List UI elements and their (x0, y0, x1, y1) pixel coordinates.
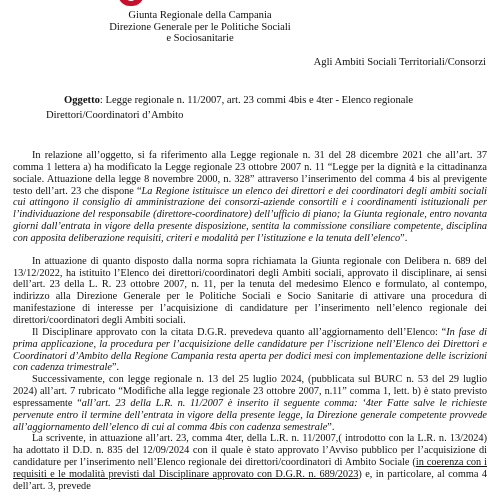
letterhead (50, 10, 350, 45)
p3-end: ”. (111, 362, 120, 374)
p5-text-b: ) e, in particolare, al comma 4 dell’art. 3, prevede (13, 468, 487, 492)
p5-underlined: in coerenza con i requisiti e le modalità previsti dal Disciplinare approvato con D.G.R. n. 689/2023 (13, 457, 488, 480)
paragraph-4 (13, 374, 487, 433)
subject-label: Oggetto (64, 95, 100, 106)
paragraph-2 (13, 256, 487, 327)
p5-text-a: La scrivente, in attuazione all’art. 23, comma 4ter, della L.R. n. 11/2007,( introdotto con la L.R. n. 13/2024) ha adottato il D.D. n. 835 del 12/09/2024 con il quale è stato approvato l’Avviso pubblico per l’acquisizione di candidature per l’inserimento nell’Elenco regionale dei direttori/coordinatori di Ambito Sociale ( (13, 433, 487, 469)
p1-end: ”. (400, 232, 408, 244)
paragraph-5 (13, 433, 487, 492)
paragraph-3 (13, 327, 487, 374)
p2-text: In attuazione di quanto disposto dalla norma sopra richiamata la Giunta regionale con Delibera n. 689 del 13/12/2022, ha istituito l’Elenco dei direttori/coordinatori degli Ambiti sociali, approvato il disciplinare, ai sensi dell’art. 23 della L. R. 23 ottobre 2007, n. 11, per la tenuta del medesimo Elenco e formulato, al contempo, indirizzo alla Direzione Generale per le Politiche Sociali e Socio Sanitarie di attivare una procedura di manifestazione di interesse per l’acquisizione di candidature per l’inserimento nell’elenco regionale dei direttori/coordinatori degli Ambiti sociali. (13, 255, 487, 326)
letter-body (13, 150, 487, 493)
subject-text-a: : Legge regionale n. 11/2007, art. 23 commi 4bis e 4ter - Elenco regionale (99, 95, 414, 106)
p4-end: ”. (327, 421, 335, 433)
letterhead-line-1: Giunta Regionale della Campania (128, 10, 272, 21)
p1-quote: La Regione istituisce un elenco dei direttori e dei coordinatori degli ambiti sociali cui attingono il consiglio di amministrazione dei consorzi-aziende consortili e i coordinamenti istituzionali per l’individuazione del responsabile (direttore-coordinatore) dell’ufficio di piano; la Giunta regionale, entro novanta giorni dall’entrata in vigore della presente disposizione, sentita la commissione consiliare competente, disciplina con apposita deliberazione requisiti, criteri e modalità per l’istituzione e la tenuta dell’elenco (13, 185, 488, 244)
p4-text: Successivamente, con legge regionale n. 13 del 25 luglio 2024, (pubblicata sul BURC n. 53 del 29 luglio 2024) all’art. 7 rubricato “Modifiche alla legge regionale 23 ottobre 2007, n.11” comma 1, lett. b) è stato previsto espressamente “ (13, 374, 487, 409)
region-logo-icon (118, 0, 144, 6)
p1-text: In relazione all’oggetto, si fa riferimento alla Legge regionale n. 31 del 28 dicembre 2021 che all’art. 37 comma 1 lettera a) ha modificato la Legge regionale 23 ottobre 2007 n. 11 “Legge per la dignità e la cittadinanza sociale. Attuazione della legge 8 novembre 2000, n. 328” attraverso l’inserimento del comma 4 bis al previgente testo dell’art. 23 che dispone “ (13, 150, 487, 197)
p3-text: Il Disciplinare approvato con la citata D.G.R. prevedeva quanto all’aggiornamento dell’Elenco: “ (32, 326, 447, 338)
subject-block (46, 93, 484, 123)
p4-quote: all’art. 23 della L.R. n. 11/2007 è inserito il seguente comma: ‘4ter Fatte salve le richieste pervenute entro il termine dell’entrata in vigore della presente legge, la Direzione generale competente provvede all’aggiornamento dell’elenco di cui al comma 4bis con cadenza semestrale (13, 397, 487, 433)
letterhead-line-3: e Sociosanitarie (166, 33, 234, 45)
p3-quote: In fase di prima applicazione, la procedura per l’acquisizione delle candidature per l’iscrizione nell’Elenco dei Direttori e Coordinatori d’Ambito della Regione Campania resta aperta per dodici mesi con implementazione delle iscrizioni con cadenza trimestrale (13, 326, 487, 374)
recipient-line: Agli Ambiti Sociali Territoriali/Consorzi (313, 57, 486, 68)
paragraph-1 (13, 150, 487, 245)
letterhead-line-2: Direzione Generale per le Politiche Sociali (109, 21, 291, 33)
subject-text-b: Direttori/Coordinatori d’Ambito (46, 110, 184, 121)
